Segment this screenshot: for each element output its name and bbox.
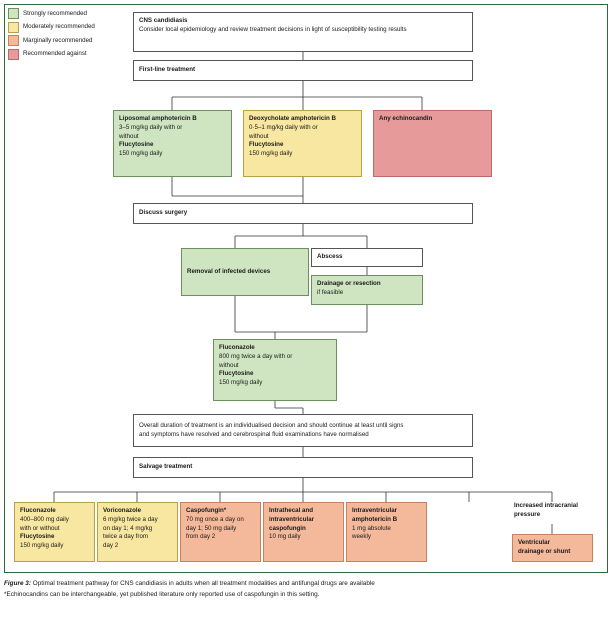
node-any-echinocandin [373, 110, 492, 177]
node-line: 800 mg twice a day with or [219, 352, 293, 360]
legend-swatch-icon [8, 8, 19, 19]
node-overall-duration [133, 414, 473, 447]
node-line: 10 mg daily [269, 533, 301, 541]
node-caspofungin [180, 502, 261, 562]
node-title: Intraventricular [352, 507, 398, 514]
legend-item-strongly [8, 8, 116, 19]
figure-label: Figure 3: [4, 580, 31, 587]
node-line: Consider local epidemiology and review treatment decisions in light of susceptibility testing results [139, 25, 407, 33]
node-line: pressure [514, 510, 541, 518]
node-line: Flucytosine [20, 533, 55, 541]
legend-label: Recommended against [23, 50, 87, 58]
node-abscess [311, 248, 423, 267]
node-salvage-treatment [133, 457, 473, 478]
node-title: Intrathecal and [269, 507, 314, 514]
node-title: Abscess [317, 253, 343, 261]
legend-label: Strongly recommended [23, 9, 87, 17]
node-title: Liposomal amphotericin B [119, 115, 197, 122]
caption-title: Optimal treatment pathway for CNS candidiasis in adults when all treatment modalities and antifungal drugs are available [31, 580, 375, 587]
node-title: Fluconazole [219, 344, 255, 351]
node-ventricular-drainage-or-shunt [512, 534, 593, 562]
node-line: and symptoms have resolved and cerebrospinal fluid examinations have normalised [139, 430, 369, 438]
node-line: Overall duration of treatment is an individualised decision and should continue at least until signs [139, 421, 404, 429]
legend-item-marginally [8, 35, 116, 46]
node-title: CNS candidiasis [139, 17, 188, 24]
node-line: day 2 [103, 542, 119, 550]
legend-label: Moderately recommended [23, 23, 95, 31]
legend-item-moderately [8, 22, 116, 33]
node-drainage-or-resection [311, 275, 423, 305]
node-title: Caspofungin* [186, 507, 227, 514]
node-line: 150 mg/kg daily [20, 542, 64, 550]
legend-swatch-icon [8, 35, 19, 46]
node-line: 0·5–1 mg/kg daily with or [249, 123, 318, 131]
node-fluconazole-salvage [14, 502, 95, 562]
node-line: Flucytosine [219, 370, 254, 378]
node-line: 70 mg once a day on [186, 515, 244, 523]
node-increased-intracranial-pressure [512, 502, 593, 524]
node-line: 400–800 mg daily [20, 515, 69, 523]
node-first-line-treatment [133, 60, 473, 81]
node-title: Deoxycholate amphotericin B [249, 115, 336, 122]
node-line: on day 1; 4 mg/kg [103, 524, 153, 532]
node-line: 150 mg/kg daily [249, 150, 293, 158]
node-line: Flucytosine [119, 141, 154, 149]
legend-item-against [8, 49, 116, 60]
node-title: Voriconazole [103, 507, 142, 514]
node-title: Salvage treatment [139, 463, 193, 471]
node-line: twice a day from [103, 533, 149, 541]
node-intrathecal-intraventricular-caspofungin [263, 502, 344, 562]
node-voriconazole [97, 502, 178, 562]
node-deoxycholate-amphotericin-b [243, 110, 362, 177]
node-line: without [249, 132, 269, 140]
node-discuss-surgery [133, 203, 473, 224]
caption-footnote: *Echinocandins can be interchangeable, yet published literature only reported use of caspofungin in this setting. [4, 590, 320, 598]
node-line: 150 mg/kg daily [219, 379, 263, 387]
node-line: 6 mg/kg twice a day [103, 515, 158, 523]
node-intraventricular-amphotericin-b [346, 502, 427, 562]
node-line: 3–5 mg/kg daily with or [119, 123, 183, 131]
node-liposomal-amphotericin-b [113, 110, 232, 177]
legend-swatch-icon [8, 22, 19, 33]
figure-caption [4, 579, 608, 599]
node-line: 150 mg/kg daily [119, 150, 163, 158]
node-title: Discuss surgery [139, 209, 188, 217]
node-line: day 1; 50 mg daily [186, 524, 237, 532]
node-line: amphotericin B [352, 515, 398, 523]
node-title: Increased intracranial [514, 502, 578, 509]
node-line: if feasible [317, 288, 344, 296]
node-line: without [219, 361, 239, 369]
node-line: 1 mg absolute [352, 524, 391, 532]
node-title: Drainage or resection [317, 280, 381, 287]
node-line: Flucytosine [249, 141, 284, 149]
legend [8, 8, 116, 62]
node-line: from day 2 [186, 533, 216, 541]
node-title: First-line treatment [139, 66, 196, 74]
node-title: Fluconazole [20, 507, 56, 514]
caption-line-1 [4, 579, 608, 589]
node-line: without [119, 132, 139, 140]
node-title: Removal of infected devices [187, 267, 271, 275]
node-line: weekly [352, 533, 371, 541]
node-removal-of-infected-devices [181, 248, 309, 296]
node-cns-candidiasis [133, 12, 473, 52]
node-line: intraventricular [269, 515, 315, 523]
legend-swatch-icon [8, 49, 19, 60]
node-line: with or without [20, 524, 60, 532]
node-title: Any echinocandin [379, 115, 433, 122]
node-line: caspofungin [269, 524, 306, 532]
legend-label: Marginally recommended [23, 36, 93, 44]
node-title: Ventricular [518, 539, 550, 546]
node-line: drainage or shunt [518, 547, 571, 555]
node-fluconazole-step-down [213, 339, 337, 401]
